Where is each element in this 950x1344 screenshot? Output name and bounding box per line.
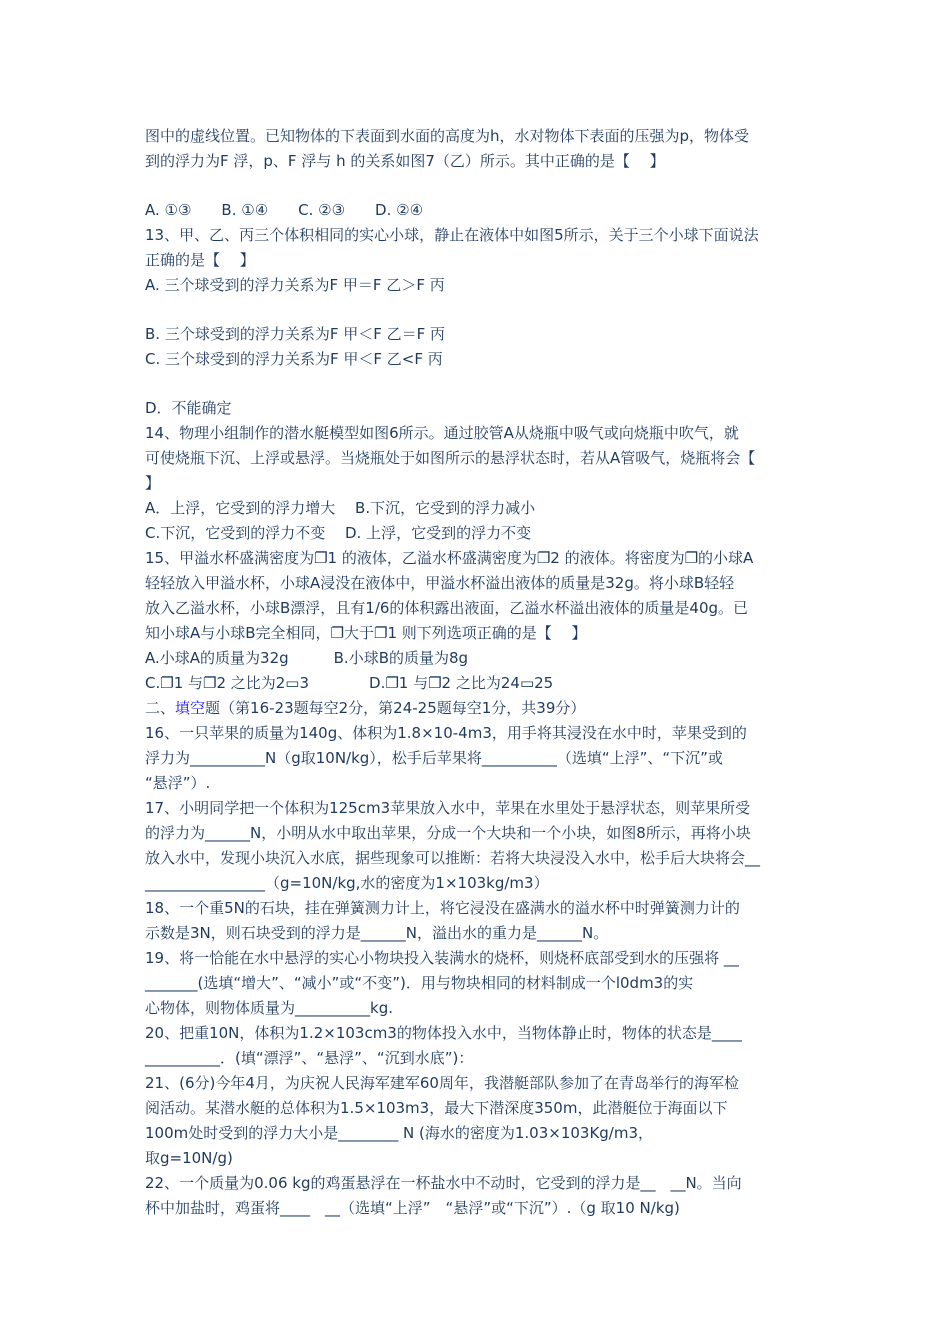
question-14: 14、物理小组制作的潜水艇模型如图6所示。通过胶管A从烧瓶中吸气或向烧瓶中吹气，就	[145, 424, 739, 442]
text-line: 杯中加盐时，鸡蛋将____ __（选填“上浮” “悬浮”或“下沉”）.（g 取10 N/kg)	[145, 1199, 680, 1217]
options-ab: A．上浮，它受到的浮力增大 B.下沉，它受到的浮力减小	[145, 499, 536, 517]
question-22: 22、一个质量为0.06 kg的鸡蛋悬浮在一杯盐水中不动时，它受到的浮力是__ __N。当向	[145, 1174, 742, 1192]
text-line: 图中的虚线位置。已知物体的下表面到水面的高度为h，水对物体下表面的压强为p，物体受	[145, 127, 750, 145]
text-line: 示数是3N，则石块受到的浮力是______N，溢出水的重力是______N。	[145, 924, 609, 942]
text-line: “悬浮”）.	[145, 774, 211, 792]
question-21: 21、(6分)今年4月，为庆祝人民海军建军60周年，我潜艇部队参加了在青岛举行的海军检	[145, 1074, 739, 1092]
section-highlight: 填空	[175, 699, 206, 717]
section-suffix: 题（第16-23题每空2分，第24-25题每空1分，共39分）	[205, 699, 586, 717]
options-ab: A.小球A的质量为32g B.小球B的质量为8g	[145, 649, 469, 667]
text-line: 可使烧瓶下沉、上浮或悬浮。当烧瓶处于如图所示的悬浮状态时，若从A管吸气，烧瓶将会【	[145, 449, 756, 467]
text-line: 到的浮力为F 浮，p、F 浮与 h 的关系如图7（乙）所示。其中正确的是【 】	[145, 152, 665, 170]
blank-line	[145, 174, 815, 198]
question-16: 16、一只苹果的质量为140g、体积为1.8×10-4m3，用手将其浸没在水中时，苹果受到的	[145, 724, 747, 742]
blank-line	[145, 372, 815, 396]
blank-line	[145, 298, 815, 322]
question-13: 13、甲、乙、丙三个体积相同的实心小球，静止在液体中如图5所示，关于三个小球下面说法	[145, 226, 759, 244]
text-line: 浮力为__________N（g取10N/kg），松手后苹果将__________（选填“上浮”、“下沉”或	[145, 749, 723, 767]
question-15: 15、甲溢水杯盛满密度为❐1 的液体，乙溢水杯盛满密度为❐2 的液体。将密度为❐的小球A	[145, 549, 754, 567]
text-line: 正确的是【 】	[145, 251, 255, 269]
text-line: 轻轻放入甲溢水杯，小球A浸没在液体中，甲溢水杯溢出液体的质量是32g。将小球B轻轻	[145, 574, 735, 592]
text-line: A. ①③ B. ①④ C. ②③ D. ②④	[145, 201, 424, 219]
option-d: D．不能确定	[145, 399, 232, 417]
question-20: 20、把重10N，体积为1.2×103cm3的物体投入水中，当物体静止时，物体的状态是____	[145, 1024, 742, 1042]
option-a: A. 三个球受到的浮力关系为F 甲＝F 乙＞F 丙	[145, 276, 445, 294]
section-prefix: 二、	[145, 699, 176, 717]
text-line: _______(选填“增大”、“减小”或“不变”)．用与物块相同的材料制成一个l0dm3的实	[145, 974, 694, 992]
question-18: 18、一个重5N的石块，挂在弹簧测力计上，将它浸没在盛满水的溢水杯中时弹簧测力计的	[145, 899, 740, 917]
text-line: 】	[145, 474, 161, 492]
text-line: 心物体，则物体质量为__________kg.	[145, 999, 393, 1017]
text-line: 放入水中，发现小块沉入水底，据些现象可以推断：若将大块浸没入水中，松手后大块将会__	[145, 849, 761, 867]
options-cd: C.❐1 与❐2 之比为2▭3 D.❐1 与❐2 之比为24▭25	[145, 674, 554, 692]
text-line: 放入乙溢水杯，小球B漂浮，且有1/6的体积露出液面，乙溢水杯溢出液体的质量是40g。已	[145, 599, 749, 617]
text-line: 100m处时受到的浮力大小是________ N (海水的密度为1.03×103Kg/m3，	[145, 1124, 654, 1142]
text-line: __________．(填“漂浮”、“悬浮”、“沉到水底”)：	[145, 1049, 474, 1067]
text-line: 知小球A与小球B完全相同，❐大于❐1 则下列选项正确的是【 】	[145, 624, 587, 642]
text-line: 阅活动。某潜水艇的总体积为1.5×103m3，最大下潜深度350m，此潜艇位于海面以下	[145, 1099, 728, 1117]
text-line: 的浮力为______N，小明从水中取出苹果，分成一个大块和一个小块，如图8所示，再将小块	[145, 824, 751, 842]
question-19: 19、将一恰能在水中悬浮的实心小物块投入装满水的烧杯，则烧杯底部受到水的压强将 __	[145, 949, 739, 967]
document-body	[145, 124, 815, 1221]
text-line: ________________（g=10N/kg,水的密度为1×103kg/m3）	[145, 874, 549, 892]
section-heading	[145, 696, 815, 721]
option-c: C. 三个球受到的浮力关系为F 甲＜F 乙<F 丙	[145, 350, 443, 368]
question-17: 17、小明同学把一个体积为125cm3苹果放入水中，苹果在水里处于悬浮状态，则苹果所受	[145, 799, 751, 817]
text-line: 取g=10N/g)	[145, 1149, 233, 1167]
options-cd: C.下沉，它受到的浮力不变 D. 上浮，它受到的浮力不变	[145, 524, 532, 542]
option-b: B. 三个球受到的浮力关系为F 甲＜F 乙＝F 丙	[145, 325, 446, 343]
